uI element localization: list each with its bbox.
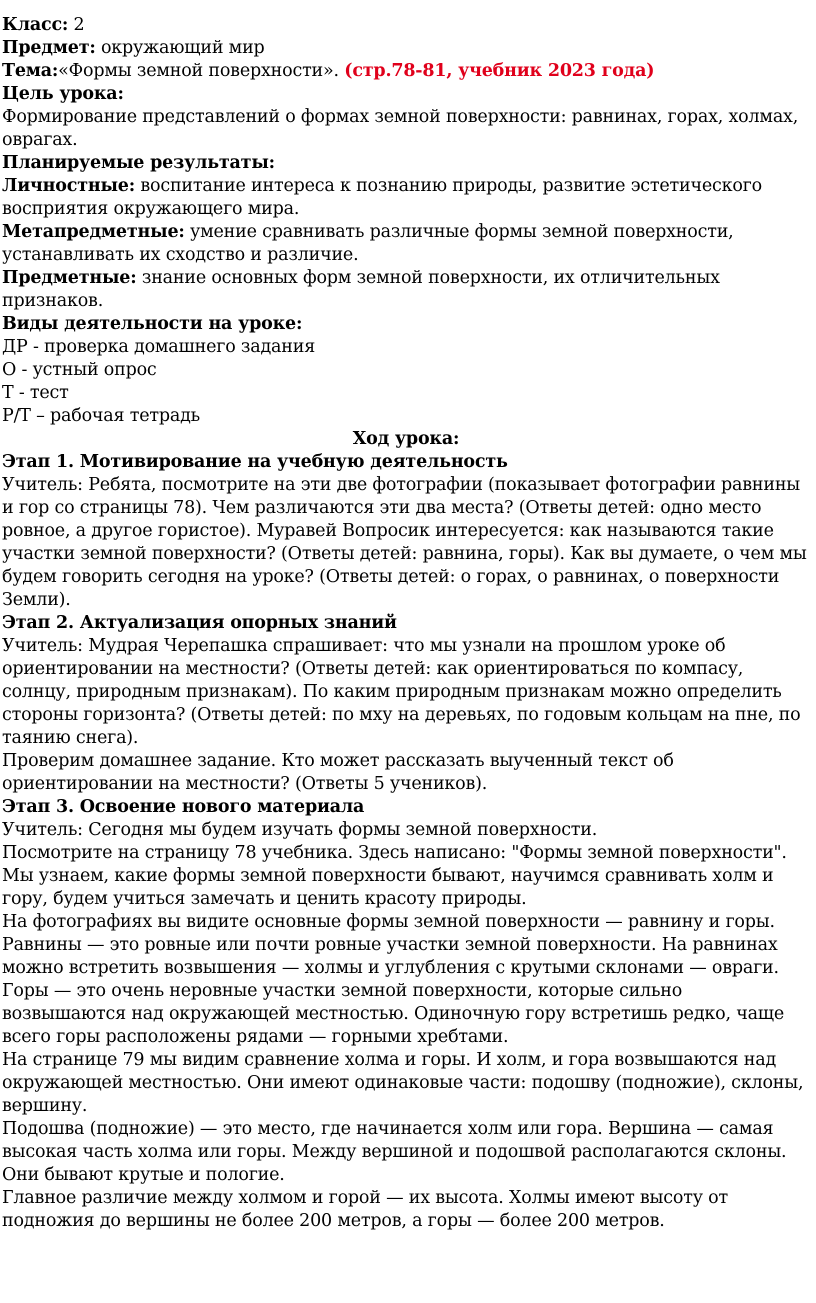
topic-line xyxy=(2,60,810,83)
lesson-heading: Ход урока: xyxy=(352,429,460,449)
personal-results xyxy=(2,175,810,221)
meta-text: умение сравнивать различные формы земной поверхности, устанавливать их сходство и различие. xyxy=(2,222,734,265)
class-label: Класс: xyxy=(2,15,69,35)
activities-heading: Виды деятельности на уроке: xyxy=(2,314,303,334)
stage3-paragraph: На странице 79 мы видим сравнение холма и горы. И холм, и гора возвышаются над окружающей местностью. Они имеют одинаковые части: подошву (подножие), склоны, вершину. xyxy=(2,1050,804,1116)
topic-value: «Формы земной поверхности». xyxy=(58,61,345,81)
topic-label: Тема: xyxy=(2,61,59,81)
meta-results xyxy=(2,221,810,267)
stage1-paragraph: Учитель: Ребята, посмотрите на эти две фотографии (показывает фотографии равнины и гор со страницы 78). Чем различаются эти два места? (Ответы детей: одно место ровное, а другое гористое). Муравей Вопросик интересуется: как называются такие участки земной поверхности? (Ответы детей: равнина, горы). Как вы думаете, о чем мы будем говорить сегодня на уроке? (Ответы детей: о горах, о равнинах, о поверхности Земли). xyxy=(2,475,807,610)
activity-item: Р/Т – рабочая тетрадь xyxy=(2,406,200,426)
subject-results-text: знание основных форм земной поверхности, их отличительных признаков. xyxy=(2,268,720,311)
goal-text: Формирование представлений о формах земной поверхности: равнинах, горах, холмах, оврагах. xyxy=(2,107,799,150)
stage3-paragraph: На фотографиях вы видите основные формы земной поверхности — равнину и горы. xyxy=(2,912,775,932)
stage2-heading: Этап 2. Актуализация опорных знаний xyxy=(2,613,397,633)
subject-results-label: Предметные: xyxy=(2,268,137,288)
class-value: 2 xyxy=(68,15,85,35)
activity-item: О - устный опрос xyxy=(2,360,157,380)
subject-label: Предмет: xyxy=(2,38,96,58)
stage2-paragraph: Учитель: Мудрая Черепашка спрашивает: что мы узнали на прошлом уроке об ориентировании на местности? (Ответы детей: как ориентироваться по компасу, солнцу, природным признакам). По каким природным признакам можно определить стороны горизонта? (Ответы детей: по мху на деревьях, по годовым кольцам на пне, по таянию снега). xyxy=(2,636,801,748)
stage1-heading: Этап 1. Мотивирование на учебную деятельность xyxy=(2,452,508,472)
stage3-paragraph: Учитель: Сегодня мы будем изучать формы земной поверхности. xyxy=(2,820,598,840)
personal-text: воспитание интереса к познанию природы, развитие эстетического восприятия окружающего мира. xyxy=(2,176,762,219)
goal-heading: Цель урока: xyxy=(2,84,124,104)
stage3-paragraph: Посмотрите на страницу 78 учебника. Здесь написано: "Формы земной поверхности". Мы узнаем, какие формы земной поверхности бывают, научимся сравнивать холм и гору, будем учиться замечать и ценить красоту природы. xyxy=(2,843,787,909)
subject-results xyxy=(2,267,810,313)
results-heading: Планируемые результаты: xyxy=(2,153,275,173)
activity-item: ДР - проверка домашнего задания xyxy=(2,337,316,357)
stage2-paragraph: Проверим домашнее задание. Кто может рассказать выученный текст об ориентировании на местности? (Ответы 5 учеников). xyxy=(2,751,674,794)
topic-reference: (стр.78-81, учебник 2023 года) xyxy=(344,61,655,81)
subject-value: окружающий мир xyxy=(95,38,265,58)
subject-line xyxy=(2,37,810,60)
class-line xyxy=(2,14,810,37)
stage3-heading: Этап 3. Освоение нового материала xyxy=(2,797,365,817)
stage3-paragraph: Подошва (подножие) — это место, где начинается холм или гора. Вершина — самая высокая часть холма или горы. Между вершиной и подошвой располагаются склоны. Они бывают крутые и пологие. xyxy=(2,1119,787,1185)
stage3-paragraph: Равнины — это ровные или почти ровные участки земной поверхности. На равнинах можно встретить возвышения — холмы и углубления с крутыми склонами — овраги. xyxy=(2,935,779,978)
personal-label: Личностные: xyxy=(2,176,135,196)
meta-label: Метапредметные: xyxy=(2,222,185,242)
stage3-paragraph: Главное различие между холмом и горой — их высота. Холмы имеют высоту от подножия до вершины не более 200 метров, а горы — более 200 метров. xyxy=(2,1188,728,1231)
stage3-paragraph: Горы — это очень неровные участки земной поверхности, которые сильно возвышаются над окружающей местностью. Одиночную гору встретишь редко, чаще всего горы расположены рядами — горными хребтами. xyxy=(2,981,785,1047)
activity-item: Т - тест xyxy=(2,383,69,403)
